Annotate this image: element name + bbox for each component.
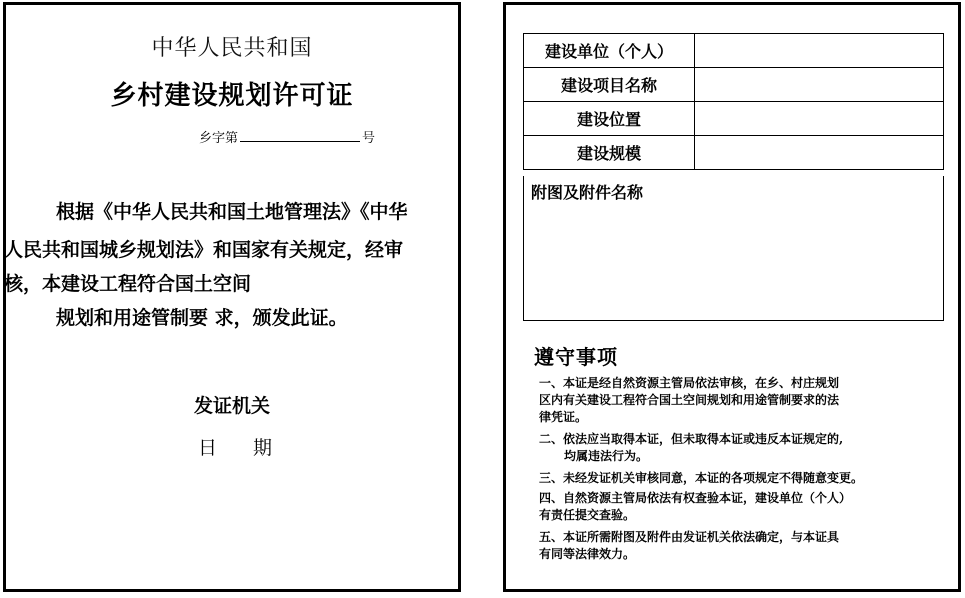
notice-line-4: 二、依法应当取得本证，但未取得本证或违反本证规定的, xyxy=(539,432,844,446)
table-row xyxy=(524,34,944,68)
notice-line-10: 有同等法律效力。 xyxy=(539,547,636,561)
certificate-detail-page xyxy=(503,2,961,592)
row-value-builder[interactable] xyxy=(695,34,944,68)
attachments-label: 附图及附件名称 xyxy=(531,183,644,202)
notice-title: 遵守事项 xyxy=(534,345,618,369)
row-label-scale: 建设规模 xyxy=(524,136,695,170)
body-line-2: 人民共和国城乡规划法》和国家有关规定，经审 xyxy=(4,239,404,261)
certificate-number xyxy=(199,127,375,146)
row-value-location[interactable] xyxy=(695,102,944,136)
body-line-3: 核，本建设工程符合国土空间 xyxy=(4,273,252,295)
date-char-1: 日 xyxy=(198,437,218,459)
notice-line-6: 三、未经发证机关审核同意，本证的各项规定不得随意变更。 xyxy=(539,471,864,485)
issuing-authority: 发证机关 xyxy=(193,395,270,417)
notice-line-3: 律凭证。 xyxy=(539,410,588,424)
notice-line-7: 四、自然资源主管局依法有权查验本证，建设单位（个人） xyxy=(539,491,852,505)
attachments-box[interactable] xyxy=(523,176,944,321)
table-row xyxy=(524,102,944,136)
row-label-project-name: 建设项目名称 xyxy=(524,68,695,102)
notice-line-5: 均属违法行为。 xyxy=(564,449,649,463)
notice-line-9: 五、本证所需附图及附件由发证机关依法确定，与本证具 xyxy=(539,530,840,544)
notice-line-8: 有责任提交查验。 xyxy=(539,508,636,522)
table-row xyxy=(524,68,944,102)
row-label-builder: 建设单位（个人） xyxy=(524,34,695,68)
number-prefix: 乡字第 xyxy=(199,131,239,146)
project-info-table xyxy=(523,33,944,170)
row-label-location: 建设位置 xyxy=(524,102,695,136)
notice-line-2: 区内有关建设工程符合国土空间规划和用途管制要求的法 xyxy=(539,393,840,407)
country-name: 中华人民共和国 xyxy=(151,36,313,61)
notice-line-1: 一、本证是经自然资源主管局依法审核，在乡、村庄规划 xyxy=(539,376,840,390)
body-line-1: 根据《中华人民共和国土地管理法》《中华 xyxy=(56,201,408,223)
row-value-scale[interactable] xyxy=(695,136,944,170)
number-suffix: 号 xyxy=(362,131,376,146)
certificate-cover-page xyxy=(3,2,461,592)
body-line-4: 规划和用途管制要 求，颁发此证。 xyxy=(56,307,348,329)
number-blank xyxy=(240,129,360,142)
date-char-2: 期 xyxy=(253,437,273,459)
row-value-project-name[interactable] xyxy=(695,68,944,102)
table-row xyxy=(524,136,944,170)
certificate-title: 乡村建设规划许可证 xyxy=(110,81,354,111)
issue-date xyxy=(198,433,272,460)
